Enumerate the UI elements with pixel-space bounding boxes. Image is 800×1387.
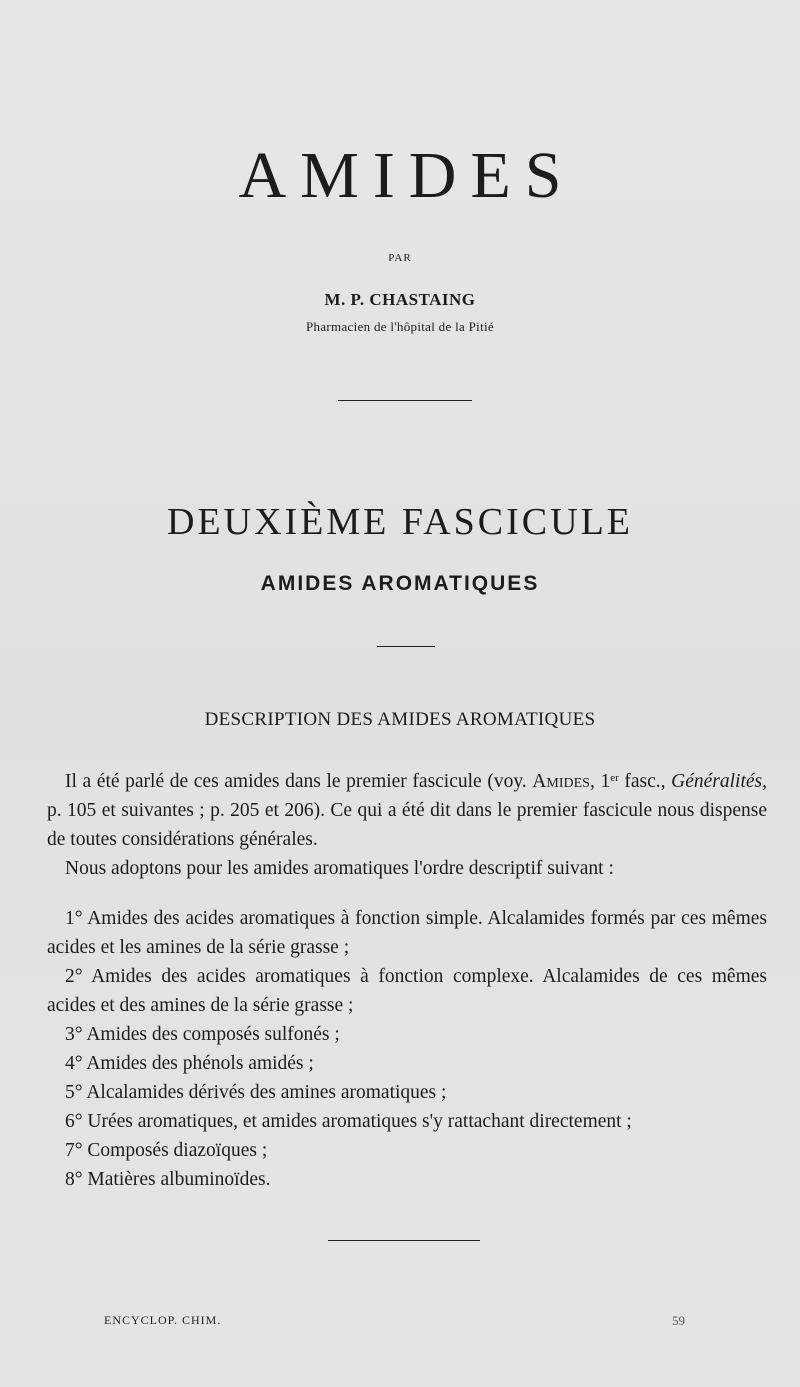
list-item: 3° Amides des composés sulfonés ; [65,1024,340,1045]
footer-running-title: ENCYCLOP. CHIM. [104,1313,222,1327]
divider-rule [377,646,435,647]
classification-list [47,904,767,1194]
list-item: 5° Alcalamides dérivés des amines aromatiques ; [65,1082,447,1103]
paragraph-intro: Il a été parlé de ces amides dans le premier fascicule (voy. Amides, 1er fasc., Généralités, p. 105 et suivantes ; p. 205 et 206). Ce qui a été dit dans le premier fascicule nous dispense de toutes considérations générales. [47,771,767,850]
author-affiliation: Pharmacien de l'hôpital de la Pitié [306,319,494,334]
divider-rule [338,400,472,401]
author-name: M. P. CHASTAING [324,290,476,309]
section-heading: DESCRIPTION DES AMIDES AROMATIQUES [204,709,596,730]
list-item: 7° Composés diazoïques ; [65,1140,268,1161]
list-item: 8° Matières albuminoïdes. [65,1169,271,1190]
fascicle-title: DEUXIÈME FASCICULE [166,501,633,543]
footer-rule [328,1240,480,1241]
list-item: 4° Amides des phénols amidés ; [65,1053,314,1074]
footer-signature-number: 59 [672,1313,685,1328]
list-item: 2° Amides des acides aromatiques à fonction complexe. Alcalamides de ces mêmes acides et des amines de la série grasse ; [47,966,767,1016]
paragraph-order: Nous adoptons pour les amides aromatiques l'ordre descriptif suivant : [65,858,614,879]
byline-par: PAR [388,252,412,264]
intro-text [47,767,767,883]
list-item: 6° Urées aromatiques, et amides aromatiques s'y rattachant directement ; [65,1111,632,1132]
fascicle-subtitle: AMIDES AROMATIQUES [260,572,540,595]
list-item: 1° Amides des acides aromatiques à fonction simple. Alcalamides formés par ces mêmes acides et les amines de la série grasse ; [47,908,767,958]
main-title: AMIDES [238,139,576,212]
